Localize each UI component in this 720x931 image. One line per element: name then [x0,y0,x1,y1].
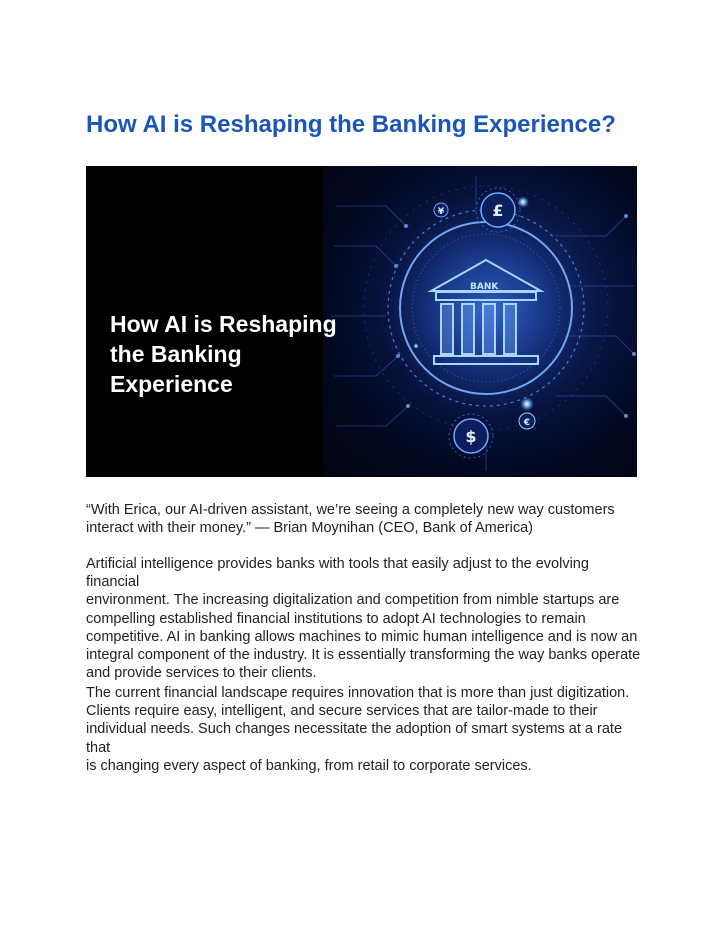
page-title: How AI is Reshaping the Banking Experience? [86,111,616,138]
quote-paragraph [86,501,646,537]
text-line: and provide services to their clients. [86,665,317,682]
text-line: compelling established financial institutions to adopt AI technologies to remain [86,610,586,627]
euro-symbol: € [523,418,531,428]
hero-caption [110,309,370,399]
dollar-symbol: $ [465,427,477,446]
text-line: is changing every aspect of banking, from retail to corporate services. [86,757,532,774]
body-paragraph-2 [86,684,646,775]
text-line: competitive. AI in banking allows machines to mimic human intelligence and is now an [86,628,638,645]
text-line: Clients require easy, intelligent, and secure services that are tailor-made to their [86,703,598,720]
pound-symbol: £ [492,201,504,220]
text-line: Artificial intelligence provides banks with tools that easily adjust to the evolving financial [86,556,589,591]
yen-coin-icon [434,203,448,217]
bank-label: BANK [470,282,499,292]
hero-caption-line: How AI is Reshaping [110,311,337,337]
hero-caption-line: the Banking [110,341,242,367]
text-line: “With Erica, our AI-driven assistant, we’re seeing a completely new way customers [86,502,615,518]
body-paragraph-1 [86,555,646,682]
hero-image [86,166,637,477]
text-line: individual needs. Such changes necessitate the adoption of smart systems at a rate that [86,721,623,756]
euro-coin-icon [519,413,535,429]
yen-symbol: ¥ [437,207,445,217]
text-line: interact with their money.” — Brian Moynihan (CEO, Bank of America) [86,520,533,537]
text-line: integral component of the industry. It is essentially transforming the way banks operate [86,647,641,664]
hero-caption-line: Experience [110,371,233,397]
text-line: environment. The increasing digitalization and competition from nimble startups are [86,592,620,609]
text-line: The current financial landscape requires innovation that is more than just digitization. [86,685,630,701]
